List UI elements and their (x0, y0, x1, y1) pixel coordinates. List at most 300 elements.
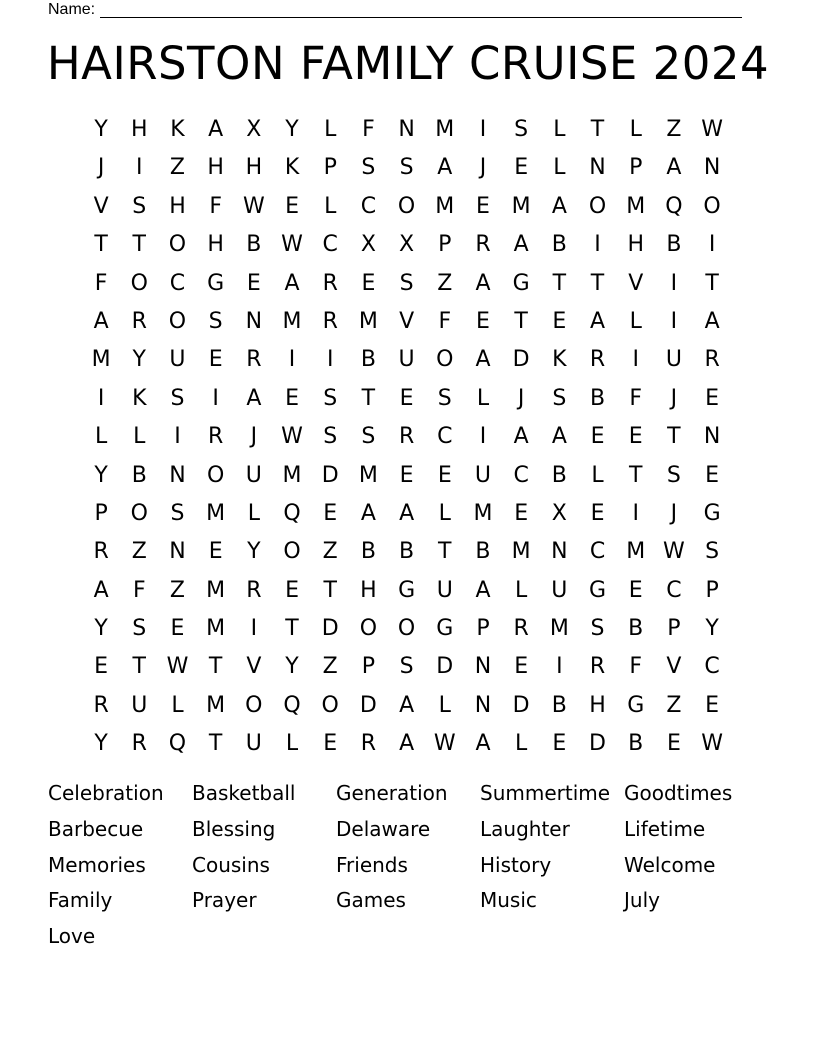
grid-row (82, 495, 732, 533)
grid-letter: X (246, 117, 262, 142)
grid-letter: O (359, 616, 378, 642)
grid-row (82, 341, 732, 379)
grid-letter: U (245, 731, 262, 757)
grid-letter: J (97, 155, 105, 181)
grid-letter: Q (665, 193, 683, 219)
grid-letter: Y (94, 462, 108, 488)
grid-letter: T (361, 385, 376, 411)
grid-letter: J (479, 155, 487, 181)
grid-letter: L (133, 424, 146, 450)
name-underline (100, 3, 742, 18)
grid-letter: J (670, 500, 678, 526)
grid-letter: K (170, 117, 185, 142)
word-list-item: Basketball (192, 781, 296, 805)
grid-letter: E (666, 731, 681, 757)
grid-letter: L (438, 500, 451, 526)
grid-letter: A (551, 193, 567, 219)
grid-row (82, 265, 732, 303)
grid-letter: G (627, 692, 645, 718)
grid-letter: O (436, 347, 454, 373)
grid-letter: G (398, 577, 416, 603)
grid-letter: W (166, 654, 189, 680)
grid-letter: A (399, 692, 415, 718)
grid-letter: L (285, 731, 299, 757)
grid-letter: M (626, 539, 646, 565)
word-list-item: Generation (336, 781, 448, 805)
grid-letter: S (170, 385, 185, 411)
grid-letter: L (171, 692, 184, 718)
grid-letter: X (551, 500, 567, 526)
grid-letter: A (284, 270, 300, 296)
grid-letter: S (399, 654, 414, 680)
word-list-item: Welcome (624, 852, 716, 877)
grid-letter: K (132, 385, 147, 411)
grid-letter: L (324, 193, 337, 219)
grid-letter: R (93, 539, 109, 565)
grid-letter: H (360, 577, 377, 603)
grid-letter: D (589, 731, 606, 757)
grid-letter: P (629, 155, 643, 181)
grid-letter: M (91, 347, 111, 373)
grid-letter: Y (285, 654, 299, 680)
grid-letter: O (283, 539, 301, 565)
grid-letter: I (479, 117, 487, 142)
grid-letter: R (246, 347, 262, 373)
grid-letter: L (476, 385, 490, 411)
grid-letter: A (513, 424, 529, 450)
grid-letter: B (246, 232, 262, 258)
grid-letter: S (399, 270, 414, 296)
grid-letter: N (589, 155, 606, 181)
grid-letter: R (131, 308, 147, 334)
grid-letter: R (398, 424, 415, 450)
grid-letter: G (589, 577, 607, 603)
grid-row (82, 687, 732, 725)
grid-letter: A (475, 270, 491, 296)
grid-letter: P (361, 654, 376, 680)
word-list-item: Memories (48, 852, 146, 877)
grid-row (82, 226, 732, 264)
grid-letter: B (551, 462, 567, 488)
grid-letter: B (589, 385, 606, 411)
grid-letter: I (136, 155, 143, 181)
grid-letter: T (132, 232, 146, 258)
grid-letter: T (208, 654, 223, 680)
grid-letter: I (594, 232, 601, 258)
grid-letter: G (703, 500, 721, 526)
grid-letter: Z (322, 654, 338, 680)
grid-letter: L (591, 462, 604, 488)
name-label: Name: (48, 1, 96, 18)
grid-letter: J (250, 424, 258, 450)
grid-letter: B (551, 232, 567, 258)
grid-letter: B (628, 731, 644, 757)
grid-letter: C (704, 654, 720, 680)
grid-letter: Y (705, 616, 719, 642)
grid-letter: P (705, 577, 719, 603)
grid-letter: N (245, 308, 263, 334)
grid-letter: E (514, 500, 529, 526)
grid-letter: V (399, 308, 415, 334)
grid-letter: N (703, 424, 721, 450)
grid-letter: E (628, 424, 643, 450)
grid-letter: O (588, 193, 607, 219)
grid-letter: M (435, 117, 455, 142)
grid-letter: T (323, 577, 337, 603)
grid-letter: S (437, 385, 452, 411)
grid-letter: T (667, 424, 681, 450)
grid-letter: M (626, 193, 646, 219)
grid-letter: E (552, 308, 567, 334)
grid-letter: E (437, 462, 452, 488)
grid-row (82, 725, 732, 763)
grid-letter: U (398, 347, 415, 373)
grid-letter: W (663, 539, 685, 565)
grid-letter: E (246, 270, 261, 296)
grid-letter: E (705, 462, 720, 488)
grid-letter: L (553, 155, 566, 181)
grid-letter: R (246, 577, 262, 603)
grid-letter: F (362, 117, 375, 142)
word-list-item: Delaware (336, 816, 431, 841)
grid-letter: O (245, 692, 263, 718)
word-list-item: Summertime (480, 781, 611, 805)
grid-letter: F (629, 385, 643, 411)
word-list-item: Family (48, 888, 113, 913)
grid-letter: E (94, 654, 109, 680)
grid-letter: S (590, 616, 605, 642)
grid-letter: M (282, 308, 302, 334)
grid-row (82, 380, 732, 418)
grid-letter: X (360, 232, 376, 258)
grid-letter: H (131, 117, 148, 142)
grid-letter: F (629, 654, 643, 680)
grid-letter: O (321, 692, 339, 718)
grid-letter: D (512, 692, 530, 718)
word-list-item: Love (48, 924, 96, 949)
grid-letter: V (666, 654, 682, 680)
grid-letter: I (97, 385, 105, 411)
grid-letter: A (399, 500, 415, 526)
grid-letter: E (170, 616, 185, 642)
grid-letter: C (437, 424, 453, 450)
grid-letter: E (590, 500, 605, 526)
grid-letter: C (589, 539, 606, 565)
grid-letter: E (514, 654, 529, 680)
grid-letter: A (437, 155, 453, 181)
grid-letter: F (438, 308, 452, 334)
grid-letter: Q (283, 692, 301, 718)
grid-letter: M (206, 692, 226, 718)
grid-letter: T (208, 731, 223, 757)
grid-row (82, 610, 732, 648)
grid-letter: B (666, 232, 682, 258)
grid-letter: A (246, 385, 262, 411)
word-list-item: Lifetime (624, 816, 706, 841)
grid-letter: B (399, 539, 415, 565)
grid-letter: X (399, 232, 415, 258)
word-list-item: Laughter (480, 816, 570, 841)
grid-letter: E (514, 155, 529, 181)
grid-letter: S (552, 385, 567, 411)
grid-letter: O (206, 462, 225, 488)
grid-row (82, 111, 732, 149)
grid-letter: U (245, 462, 262, 488)
grid-letter: S (323, 385, 338, 411)
grid-letter: V (628, 270, 644, 296)
grid-letter: H (245, 155, 263, 181)
grid-letter: Y (94, 731, 108, 757)
grid-letter: O (397, 193, 416, 219)
word-list-item: Music (480, 888, 537, 913)
grid-letter: M (358, 308, 378, 334)
grid-letter: Y (132, 347, 146, 373)
grid-letter: L (94, 424, 108, 450)
grid-letter: A (475, 577, 491, 603)
grid-letter: R (360, 731, 377, 757)
grid-letter: Z (131, 539, 147, 565)
grid-letter: C (169, 270, 186, 296)
grid-letter: Z (322, 539, 338, 565)
grid-letter: M (473, 500, 493, 526)
grid-letter: A (666, 155, 682, 181)
grid-letter: R (475, 232, 491, 258)
word-list-item: Prayer (192, 888, 257, 913)
puzzle-title: HAIRSTON FAMILY CRUISE 2024 (46, 37, 770, 90)
grid-letter: N (169, 462, 186, 488)
grid-letter: O (130, 270, 148, 296)
grid-letter: W (701, 117, 723, 142)
grid-letter: P (476, 616, 490, 642)
grid-letter: N (398, 117, 415, 142)
word-list-item: Blessing (192, 816, 276, 841)
grid-letter: R (322, 270, 338, 296)
grid-letter: I (556, 654, 563, 680)
grid-row (82, 457, 732, 495)
grid-letter: L (629, 117, 642, 142)
grid-letter: J (517, 385, 525, 411)
grid-letter: A (704, 308, 720, 334)
grid-letter: C (513, 462, 529, 488)
grid-letter: T (628, 462, 643, 488)
grid-letter: S (170, 500, 185, 526)
grid-letter: N (474, 654, 492, 680)
grid-letter: Y (285, 117, 299, 142)
grid-letter: S (514, 117, 529, 142)
grid-letter: H (627, 232, 644, 258)
grid-letter: O (168, 232, 187, 258)
grid-letter: N (703, 155, 721, 181)
grid-letter: D (321, 616, 339, 642)
grid-letter: W (701, 731, 723, 757)
grid-letter: I (288, 347, 296, 373)
grid-letter: I (212, 385, 219, 411)
grid-letter: M (206, 500, 226, 526)
grid-letter: H (207, 155, 224, 181)
grid-letter: U (131, 692, 148, 718)
grid-letter: S (399, 155, 414, 181)
grid-letter: L (515, 577, 528, 603)
grid-letter: H (589, 692, 606, 718)
grid-letter: D (321, 462, 339, 488)
grid-letter: Y (94, 616, 108, 642)
grid-letter: M (435, 193, 455, 219)
grid-letter: E (208, 539, 223, 565)
grid-letter: A (93, 308, 109, 334)
grid-letter: W (433, 731, 456, 757)
grid-letter: Z (169, 577, 185, 603)
grid-letter: R (131, 731, 147, 757)
grid-letter: B (475, 539, 491, 565)
grid-letter: S (705, 539, 720, 565)
grid-letter: R (513, 616, 529, 642)
grid-letter: A (551, 424, 567, 450)
grid-letter: R (93, 692, 109, 718)
grid-letter: I (632, 347, 639, 373)
grid-letter: U (436, 577, 453, 603)
grid-letter: C (360, 193, 377, 219)
grid-letter: N (169, 539, 186, 565)
grid-letter: M (511, 539, 531, 565)
grid-letter: P (667, 616, 681, 642)
grid-letter: M (549, 616, 569, 642)
grid-letter: E (476, 193, 490, 219)
grid-row (82, 572, 732, 610)
word-bank (48, 776, 768, 955)
grid-letter: V (246, 654, 262, 680)
word-list-item: Games (336, 888, 406, 913)
grid-letter: T (132, 654, 146, 680)
grid-letter: B (360, 347, 376, 373)
grid-letter: I (670, 270, 678, 296)
grid-letter: Z (666, 692, 682, 718)
grid-letter: M (206, 577, 226, 603)
grid-letter: L (438, 692, 451, 718)
grid-letter: E (323, 500, 338, 526)
grid-letter: B (131, 462, 147, 488)
grid-letter: S (323, 424, 338, 450)
grid-letter: U (169, 347, 186, 373)
grid-letter: O (703, 193, 721, 219)
grid-letter: S (361, 424, 376, 450)
grid-letter: G (207, 270, 225, 296)
grid-letter: L (515, 731, 528, 757)
grid-letter: O (168, 308, 187, 334)
grid-letter: E (399, 385, 414, 411)
grid-letter: T (705, 270, 719, 296)
grid-letter: R (208, 424, 224, 450)
grid-letter: S (208, 308, 223, 334)
grid-letter: Y (247, 539, 261, 565)
grid-letter: F (209, 193, 222, 219)
grid-letter: A (399, 731, 415, 757)
grid-letter: T (285, 616, 299, 642)
grid-letter: E (590, 424, 605, 450)
grid-letter: M (282, 462, 302, 488)
grid-letter: R (589, 654, 606, 680)
grid-letter: S (132, 193, 147, 219)
grid-row (82, 418, 732, 456)
grid-letter: Z (666, 117, 682, 142)
word-list-item: Friends (336, 852, 408, 877)
grid-letter: D (436, 654, 454, 680)
grid-letter: S (132, 616, 147, 642)
word-list-item: History (480, 852, 552, 877)
grid-letter: F (132, 577, 146, 603)
grid-letter: B (551, 692, 567, 718)
grid-letter: E (705, 385, 720, 411)
grid-letter: M (206, 616, 226, 642)
grid-letter: U (474, 462, 492, 488)
grid-letter: Y (94, 117, 108, 142)
grid-letter: I (708, 232, 716, 258)
grid-letter: T (94, 232, 108, 258)
grid-letter: N (474, 692, 492, 718)
grid-letter: I (174, 424, 181, 450)
grid-letter: L (247, 500, 260, 526)
grid-letter: R (589, 347, 606, 373)
grid-letter: N (551, 539, 568, 565)
grid-letter: C (322, 232, 338, 258)
grid-letter: A (475, 347, 491, 373)
grid-letter: L (553, 117, 566, 142)
grid-letter: E (552, 731, 567, 757)
grid-letter: T (590, 117, 605, 142)
grid-letter: E (285, 577, 299, 603)
letter-grid (82, 111, 732, 764)
grid-letter: E (361, 270, 376, 296)
grid-letter: E (285, 385, 299, 411)
grid-letter: Z (169, 155, 185, 181)
grid-letter: T (438, 539, 452, 565)
grid-letter: O (397, 616, 416, 642)
grid-letter: M (358, 462, 378, 488)
grid-letter: E (285, 193, 299, 219)
grid-letter: S (361, 155, 376, 181)
grid-letter: T (514, 308, 528, 334)
grid-letter: K (552, 347, 567, 373)
grid-letter: I (670, 308, 678, 334)
grid-letter: E (476, 308, 490, 334)
grid-letter: A (513, 232, 529, 258)
grid-letter: H (169, 193, 186, 219)
grid-letter: C (666, 577, 682, 603)
word-list-item: Goodtimes (624, 781, 733, 805)
grid-letter: J (670, 385, 678, 411)
grid-letter: T (552, 270, 567, 296)
grid-letter: A (360, 500, 376, 526)
grid-row (82, 533, 732, 571)
grid-row (82, 188, 732, 226)
grid-letter: H (207, 232, 224, 258)
grid-letter: I (326, 347, 334, 373)
grid-letter: F (94, 270, 108, 296)
grid-letter: T (590, 270, 605, 296)
grid-letter: G (436, 616, 454, 642)
grid-letter: E (705, 692, 720, 718)
grid-letter: I (632, 500, 639, 526)
grid-letter: G (512, 270, 530, 296)
grid-letter: P (438, 232, 452, 258)
grid-letter: I (250, 616, 258, 642)
grid-letter: M (511, 193, 531, 219)
grid-letter: B (628, 616, 644, 642)
grid-row (82, 648, 732, 686)
name-field (48, 0, 742, 18)
grid-letter: Z (437, 270, 453, 296)
word-list-item: July (624, 888, 660, 913)
grid-letter: K (284, 155, 300, 181)
